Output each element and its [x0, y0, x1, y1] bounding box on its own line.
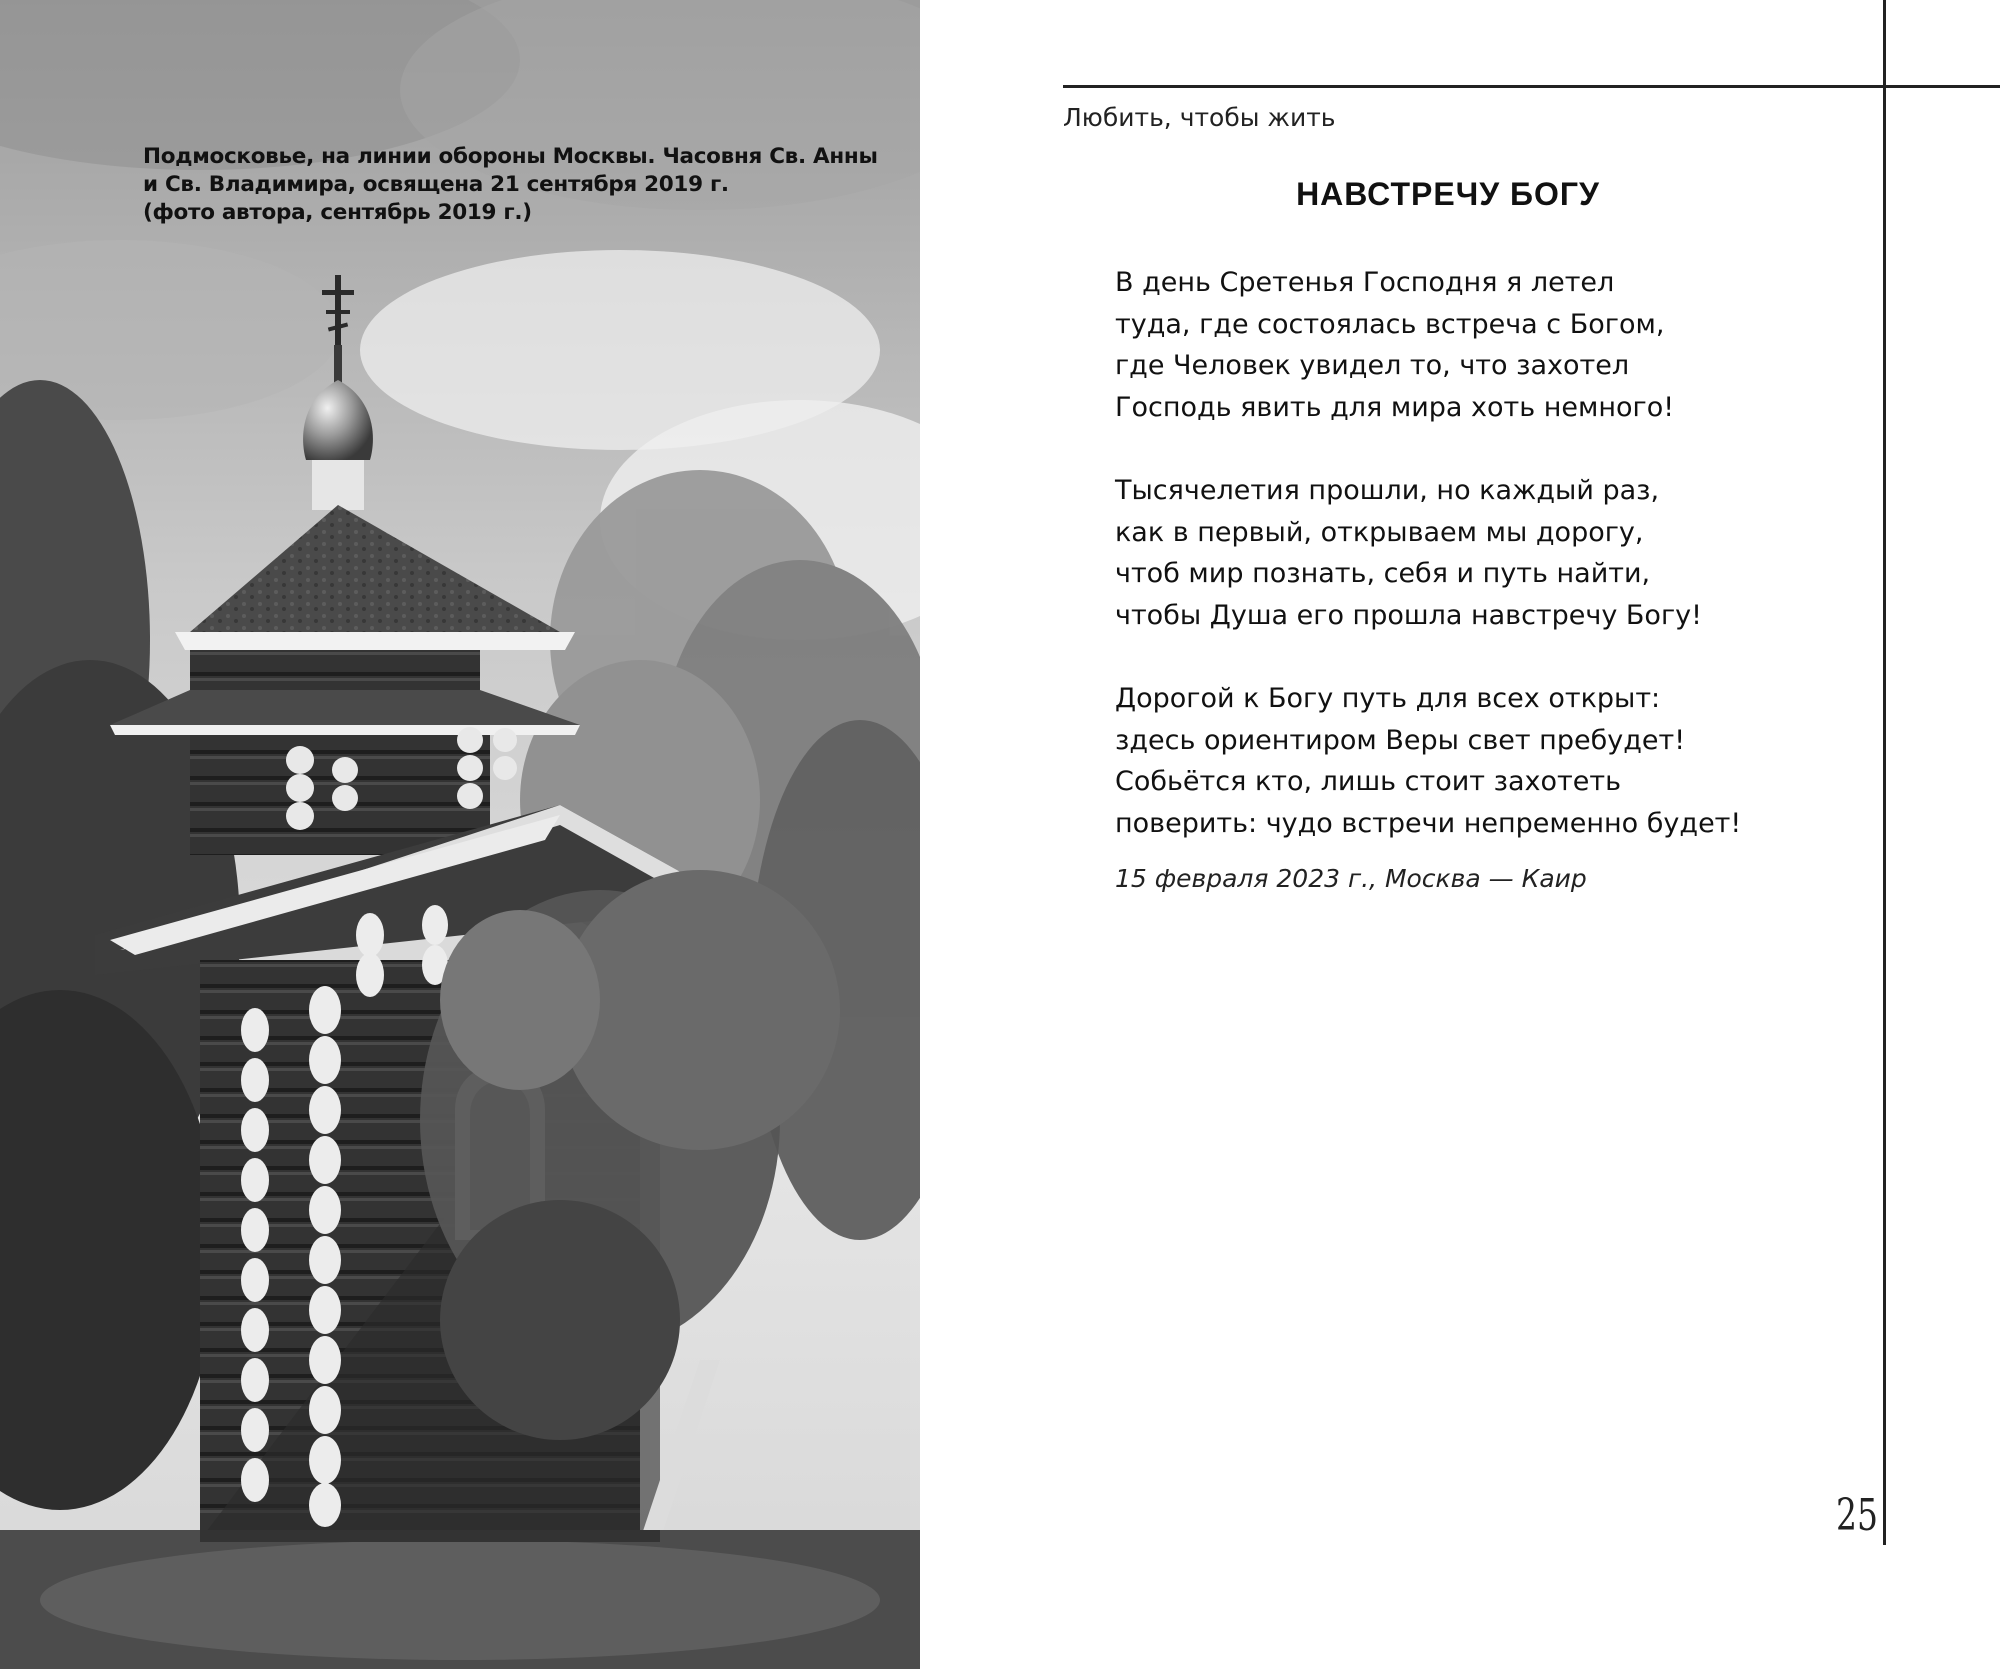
poem-stanza [1115, 678, 1885, 844]
poem-line: Дорогой к Богу путь для всех открыт: [1115, 683, 1661, 714]
poem-stanza [1115, 470, 1885, 636]
poem-signature: 15 февраля 2023 г., Москва — Каир [1115, 864, 1587, 893]
photo-caption-line: и Св. Владимира, освящена 21 сентября 2019 г. [143, 172, 729, 197]
running-head: Любить, чтобы жить [1063, 103, 1336, 132]
poem-line: чтобы Душа его прошла навстречу Богу! [1115, 599, 1702, 631]
photo-caption [143, 143, 903, 227]
poem-line: как в первый, открываем мы дорогу, [1115, 516, 1644, 548]
poem-line: где Человек увидел то, что захотел [1115, 350, 1630, 381]
poem-line: Господь явить для мира хоть немного! [1115, 391, 1675, 423]
page-number: 25 [1836, 1490, 1878, 1541]
poem-line: В день Сретенья Господня я летел [1115, 267, 1615, 298]
poem-line: Собьётся кто, лишь стоит захотеть [1115, 766, 1621, 797]
poem-line: здесь ориентиром Веры свет пребудет! [1115, 724, 1686, 756]
photo-caption-line: (фото автора, сентябрь 2019 г.) [143, 200, 532, 225]
chapel-photo-illustration [0, 0, 920, 1669]
chapel-photo [0, 0, 920, 1669]
poem-title: НАВСТРЕЧУ БОГУ [1296, 176, 1600, 212]
poem-line: чтоб мир познать, себя и путь найти, [1115, 558, 1651, 589]
poem-line: поверить: чудо встречи непременно будет! [1115, 807, 1742, 839]
poem-body [1115, 262, 1885, 886]
poem-line: туда, где состоялась встреча с Богом, [1115, 308, 1665, 340]
header-rule [1063, 85, 2000, 88]
photo-caption-line: Подмосковье, на линии обороны Москвы. Часовня Св. Анны [143, 144, 878, 169]
poem-stanza [1115, 262, 1885, 428]
poem-line: Тысячелетия прошли, но каждый раз, [1115, 475, 1660, 506]
